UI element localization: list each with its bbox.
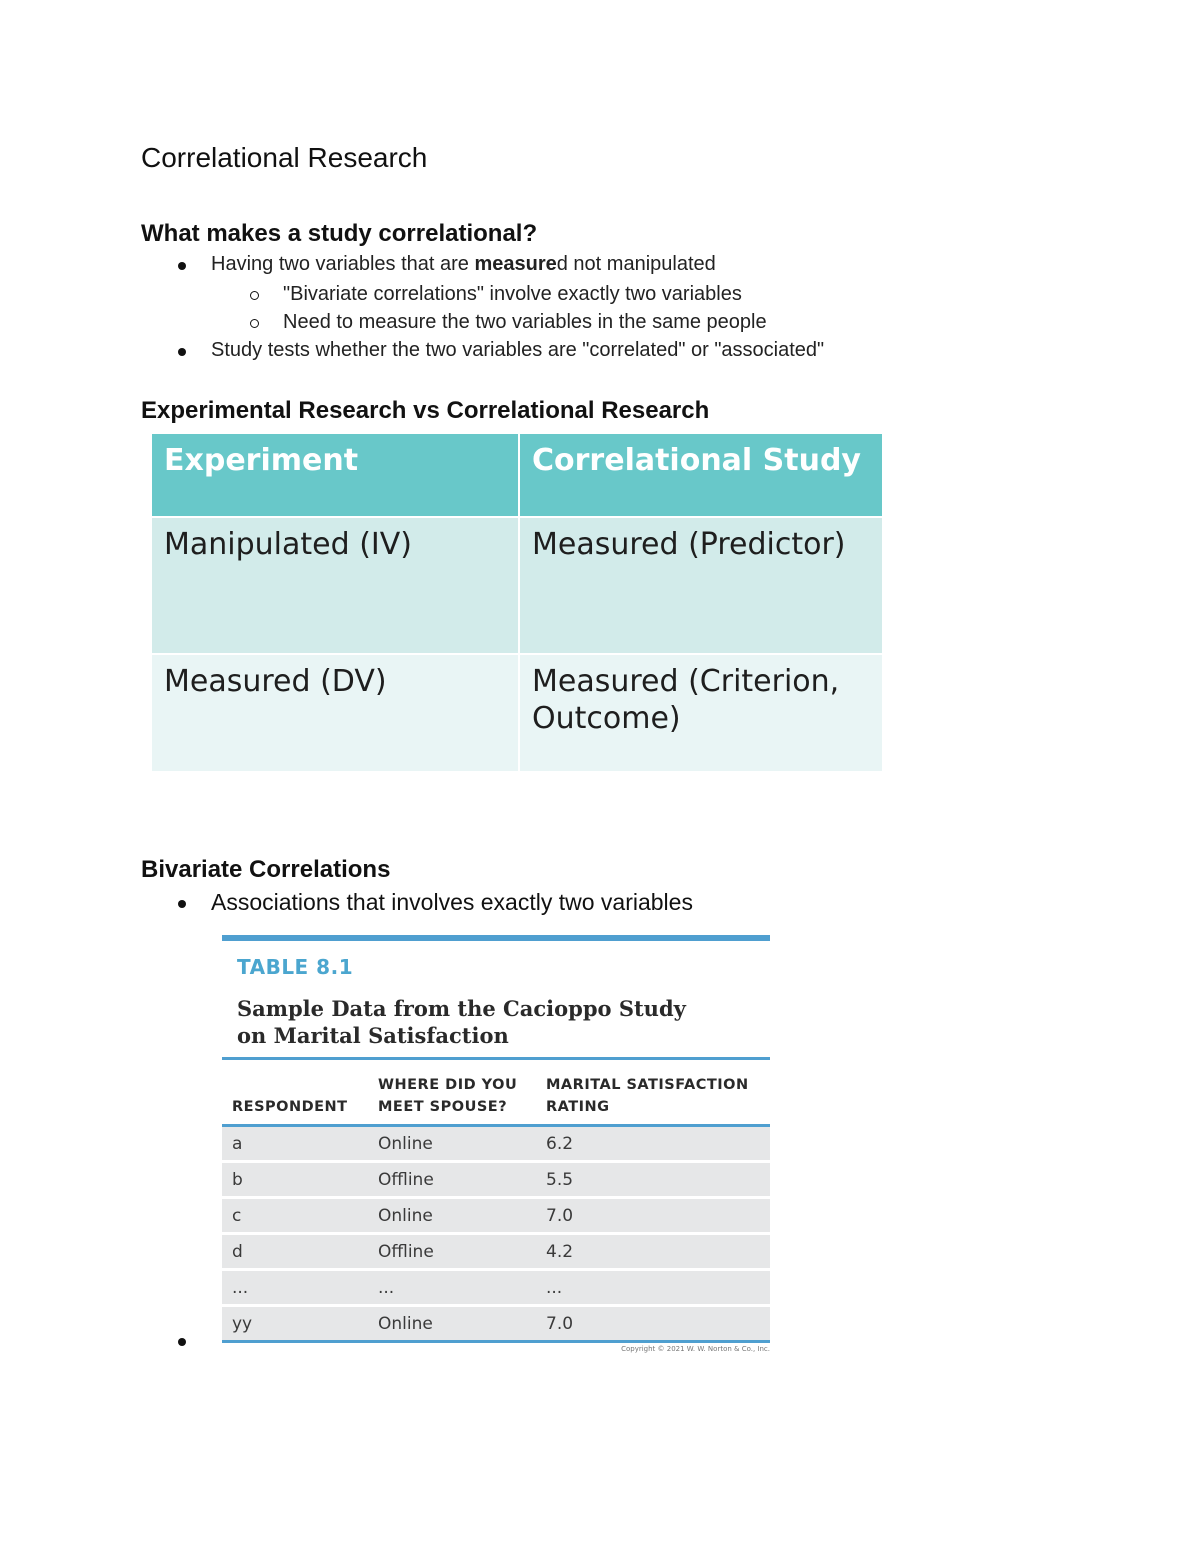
table-cell: ...	[222, 1270, 368, 1306]
table-cell: Online	[368, 1198, 536, 1234]
table-row	[151, 517, 883, 653]
table-cell: yy	[222, 1306, 368, 1342]
copyright-note: Copyright © 2021 W. W. Norton & Co., Inc.	[621, 1345, 770, 1353]
table-header-row	[222, 1060, 770, 1126]
table-cell: ...	[368, 1270, 536, 1306]
table-row	[222, 1126, 770, 1162]
section-heading-bivariate: Bivariate Correlations	[141, 856, 391, 883]
table-header-cell: WHERE DID YOU MEET SPOUSE?	[368, 1060, 536, 1126]
table-row	[151, 654, 883, 772]
list-item: Associations that involves exactly two variables	[211, 889, 693, 915]
table-cell: Online	[368, 1126, 536, 1162]
table-row	[222, 1198, 770, 1234]
table-cell: 7.0	[536, 1198, 770, 1234]
page-title: Correlational Research	[141, 142, 428, 173]
table-header-cell: Correlational Study	[519, 433, 883, 517]
table-header-cell: Experiment	[151, 433, 519, 517]
bullet-icon	[178, 1338, 186, 1346]
table-cell: Manipulated (IV)	[151, 517, 519, 653]
data-table	[222, 1060, 770, 1343]
table-cell: Offline	[368, 1234, 536, 1270]
table-cell: 6.2	[536, 1126, 770, 1162]
table-cell: 5.5	[536, 1162, 770, 1198]
table-row	[222, 1234, 770, 1270]
table-cell: a	[222, 1126, 368, 1162]
bullet-icon	[178, 348, 186, 356]
table-cell: 7.0	[536, 1306, 770, 1342]
caption-line: on Marital Satisfaction	[237, 1023, 509, 1048]
comparison-table	[150, 432, 884, 773]
table-cell: Measured (DV)	[151, 654, 519, 772]
bullet-icon	[178, 900, 186, 908]
table-8-1-figure	[222, 935, 770, 1353]
table-cell: ...	[536, 1270, 770, 1306]
section-heading-comparison: Experimental Research vs Correlational Research	[141, 397, 710, 424]
table-cell: c	[222, 1198, 368, 1234]
table-cell: Online	[368, 1306, 536, 1342]
table-cell: 4.2	[536, 1234, 770, 1270]
list-item: Study tests whether the two variables are "correlated" or "associated"	[211, 339, 825, 361]
table-cell: Measured (Criterion, Outcome)	[519, 654, 883, 772]
sub-bullet-icon	[250, 291, 259, 300]
table-header-row	[151, 433, 883, 517]
table-cell: b	[222, 1162, 368, 1198]
bullet-icon	[178, 262, 186, 270]
table-header-cell: RESPONDENT	[222, 1060, 368, 1126]
table-row	[222, 1162, 770, 1198]
divider	[222, 935, 770, 941]
bullet-text: d not manipulated	[556, 253, 716, 275]
list-item	[211, 253, 716, 276]
table-label: TABLE 8.1	[237, 955, 354, 979]
table-row	[222, 1270, 770, 1306]
list-item: Need to measure the two variables in the same people	[283, 311, 767, 333]
table-cell: Offline	[368, 1162, 536, 1198]
bullet-text: Having two variables that are	[211, 253, 475, 275]
table-header-cell: MARITAL SATISFACTION RATING	[536, 1060, 770, 1126]
list-item: "Bivariate correlations" involve exactly two variables	[283, 283, 742, 305]
table-cell: Measured (Predictor)	[519, 517, 883, 653]
table-cell: d	[222, 1234, 368, 1270]
section-heading-correlational: What makes a study correlational?	[141, 220, 538, 247]
caption-line: Sample Data from the Cacioppo Study	[237, 996, 686, 1021]
table-caption	[237, 995, 770, 1049]
bold-text: measure	[474, 253, 557, 275]
table-row	[222, 1306, 770, 1342]
sub-bullet-icon	[250, 319, 259, 328]
